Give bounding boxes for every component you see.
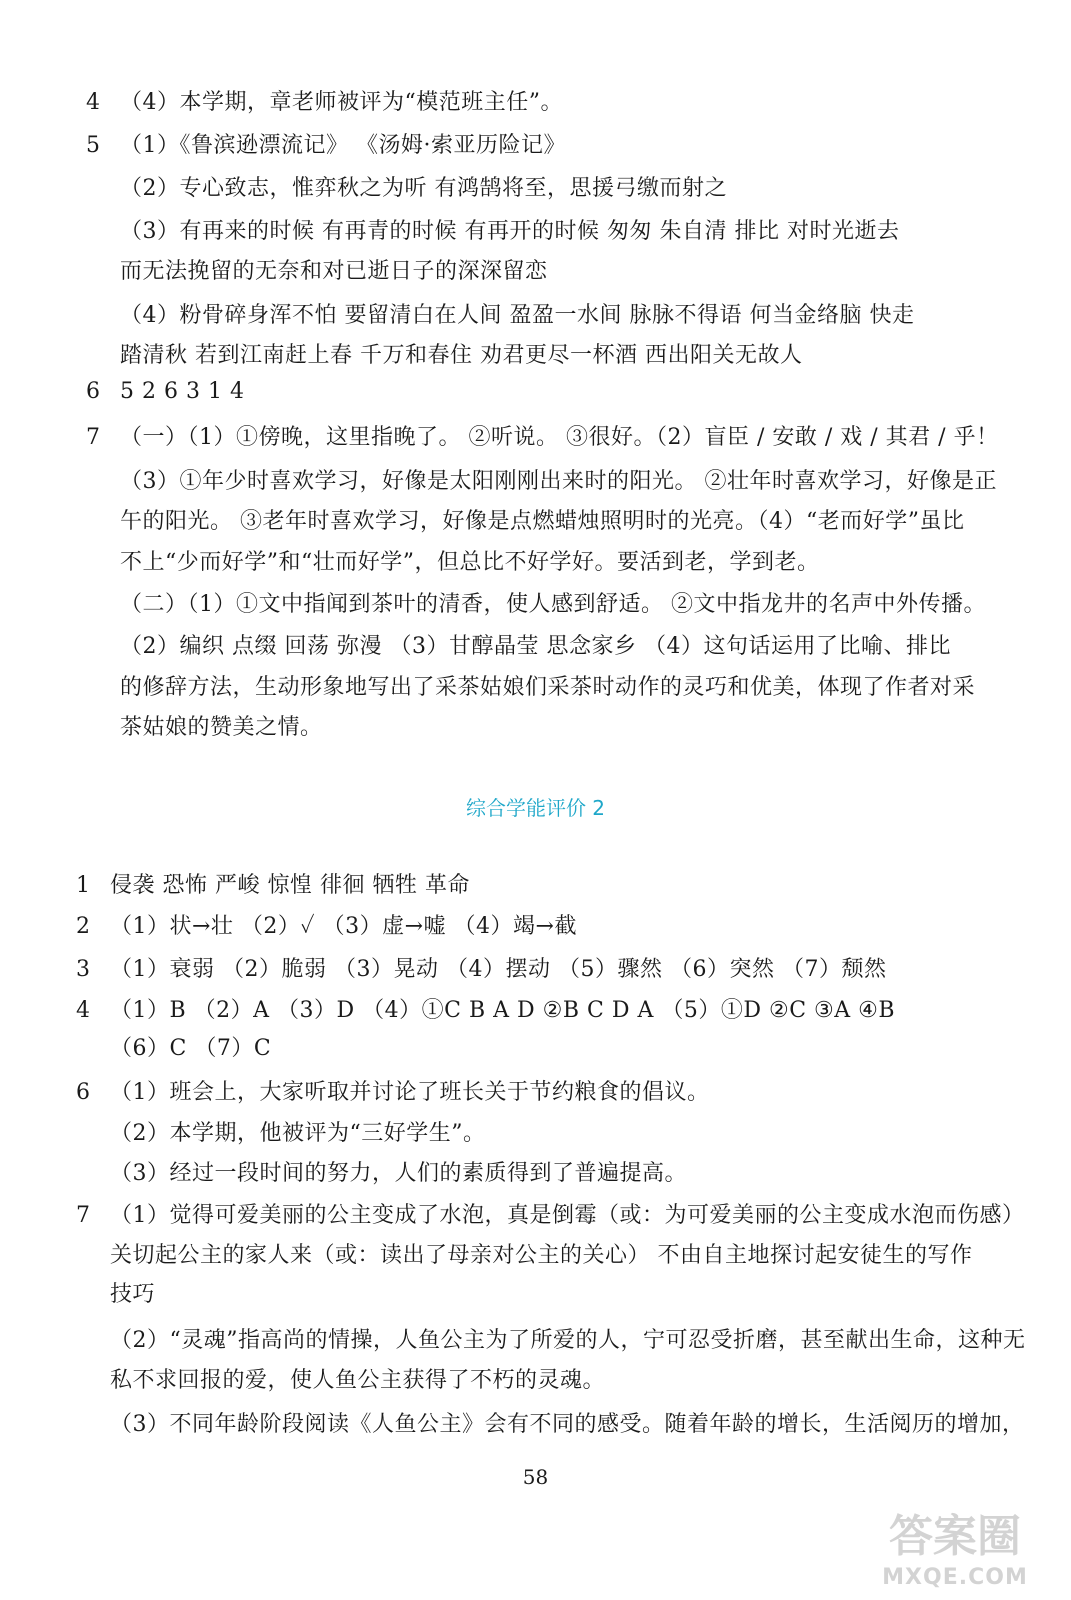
answer-line: （1）班会上，大家听取并讨论了班长关于节约粮食的倡议。 bbox=[110, 1080, 710, 1105]
question-number: 5 bbox=[86, 133, 100, 158]
question-number: 7 bbox=[86, 425, 100, 450]
question-number: 6 bbox=[76, 1080, 90, 1105]
answer-line: 午的阳光。 ③老年时喜欢学习，好像是点燃蜡烛照明时的光亮。（4）“老而好学”虽比 bbox=[120, 509, 965, 534]
watermark-logo bbox=[855, 1500, 1055, 1590]
question-number: 7 bbox=[76, 1203, 90, 1228]
watermark-title: 答案圈 bbox=[889, 1511, 1021, 1562]
answer-line: 的修辞方法，生动形象地写出了采茶姑娘们采茶时动作的灵巧和优美，体现了作者对采 bbox=[120, 675, 976, 700]
answer-line: （2）专心致志，惟弈秋之为听 有鸿鹄将至，思援弓缴而射之 bbox=[120, 176, 727, 201]
question-number: 1 bbox=[76, 873, 90, 898]
answer-line: （1）B （2）A （3）D （4）①C B A D ②B C D A （5）①D ②C ③A ④B bbox=[110, 998, 896, 1023]
answer-line: （1）觉得可爱美丽的公主变成了水泡，真是倒霉（或：为可爱美丽的公主变成水泡而伤感） bbox=[110, 1203, 1025, 1228]
question-number: 3 bbox=[76, 957, 90, 982]
watermark-url: MXQE.COM bbox=[882, 1565, 1028, 1590]
answer-line: （3）经过一段时间的努力，人们的素质得到了普遍提高。 bbox=[110, 1161, 687, 1186]
page-number: 58 bbox=[522, 1465, 549, 1489]
question-number: 6 bbox=[86, 379, 100, 404]
answer-line: 踏清秋 若到江南赶上春 千万和春住 劝君更尽一杯酒 西出阳关无故人 bbox=[120, 343, 803, 368]
answer-line: 侵袭 恐怖 严峻 惊惶 徘徊 牺牲 革命 bbox=[110, 873, 470, 898]
answer-line: （2）本学期，他被评为“三好学生”。 bbox=[110, 1121, 486, 1146]
answer-line: （3）①年少时喜欢学习，好像是太阳刚刚出来时的阳光。 ②壮年时喜欢学习，好像是正 bbox=[120, 469, 997, 494]
answer-line: （1）衰弱 （2）脆弱 （3）晃动 （4）摆动 （5）骤然 （6）突然 （7）颓然 bbox=[110, 957, 887, 982]
answer-line: （4）粉骨碎身浑不怕 要留清白在人间 盈盈一水间 脉脉不得语 何当金络脑 快走 bbox=[120, 303, 915, 328]
answer-line: 关切起公主的家人来（或：读出了母亲对公主的关心） 不由自主地探讨起安徒生的写作 bbox=[110, 1243, 973, 1268]
answer-line: （3）有再来的时候 有再青的时候 有再开的时候 匆匆 朱自清 排比 对时光逝去 bbox=[120, 219, 900, 244]
answer-line: 不上“少而好学”和“壮而好学”，但总比不好学好。要活到老，学到老。 bbox=[120, 550, 820, 575]
section-title: 综合学能评价 2 bbox=[465, 796, 606, 820]
answer-line: 茶姑娘的赞美之情。 bbox=[120, 715, 323, 740]
answer-line: （一）（1）①傍晚，这里指晚了。 ②听说。 ③很好。（2）盲臣 / 安敢 / 戏 / 其君 / 乎！ bbox=[120, 425, 999, 450]
answer-line: （4）本学期，章老师被评为“模范班主任”。 bbox=[120, 90, 563, 115]
answer-line: （6）C （7）C bbox=[110, 1036, 272, 1061]
answer-line: 私不求回报的爱，使人鱼公主获得了不朽的灵魂。 bbox=[110, 1368, 606, 1393]
answer-line: （1）状→壮 （2）✓ （3）虚→嘘 （4）竭→截 bbox=[110, 914, 577, 939]
answer-line: （1）《鲁滨逊漂流记》 《汤姆·索亚历险记》 bbox=[120, 133, 566, 158]
question-number: 2 bbox=[76, 914, 90, 939]
answer-line: 5 2 6 3 1 4 bbox=[120, 379, 245, 404]
answer-line: （2）编织 点缀 回荡 弥漫 （3）甘醇晶莹 思念家乡 （4）这句话运用了比喻、排比 bbox=[120, 634, 951, 659]
answer-line: （3）不同年龄阶段阅读《人鱼公主》会有不同的感受。随着年龄的增长，生活阅历的增加， bbox=[110, 1412, 1025, 1437]
answer-line: 技巧 bbox=[110, 1282, 156, 1307]
answer-line: 而无法挽留的无奈和对已逝日子的深深留恋 bbox=[120, 259, 548, 284]
question-number: 4 bbox=[86, 90, 100, 115]
answer-line: （二）（1）①文中指闻到茶叶的清香，使人感到舒适。 ②文中指龙井的名声中外传播。 bbox=[120, 592, 986, 617]
answer-line: （2）“灵魂”指高尚的情操，人鱼公主为了所爱的人，宁可忍受折磨，甚至献出生命，这种无 bbox=[110, 1328, 1026, 1353]
question-number: 4 bbox=[76, 998, 90, 1023]
